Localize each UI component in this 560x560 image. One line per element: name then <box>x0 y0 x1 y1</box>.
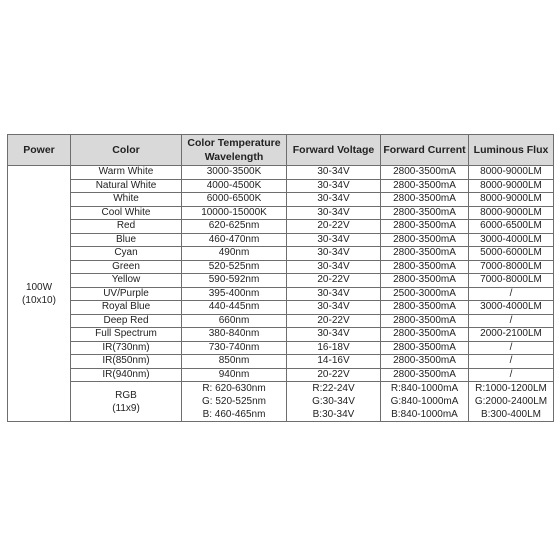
voltage-cell: 30-34V <box>287 166 381 180</box>
flux-cell: 7000-8000LM <box>469 260 554 274</box>
rgb-value-line: G:2000-2400LM <box>474 396 548 407</box>
current-cell: 2800-3500mA <box>381 179 469 193</box>
color-cell: UV/Purple <box>71 287 182 301</box>
temperature-cell: 380-840nm <box>182 328 287 342</box>
rgb-value-line: G:840-1000mA <box>390 396 459 407</box>
voltage-cell: 30-34V <box>287 287 381 301</box>
table-row <box>8 355 554 369</box>
temperature-cell: 620-625nm <box>182 220 287 234</box>
table-row <box>8 206 554 220</box>
flux-cell: 8000-9000LM <box>469 206 554 220</box>
header-color-temperature: Color Temperature Wavelength <box>182 135 287 166</box>
color-cell: Warm White <box>71 166 182 180</box>
table-row <box>8 247 554 261</box>
rgb-color-line: RGB <box>115 389 137 401</box>
flux-cell: / <box>469 368 554 382</box>
flux-cell: 8000-9000LM <box>469 166 554 180</box>
temperature-cell: 730-740nm <box>182 341 287 355</box>
temperature-cell: 490nm <box>182 247 287 261</box>
header-luminous-flux: Luminous Flux <box>469 135 554 166</box>
temperature-cell: 6000-6500K <box>182 193 287 207</box>
current-cell: 2500-3000mA <box>381 287 469 301</box>
flux-cell: 2000-2100LM <box>469 328 554 342</box>
color-cell: IR(940nm) <box>71 368 182 382</box>
voltage-cell: 30-34V <box>287 260 381 274</box>
table-row <box>8 368 554 382</box>
temperature-cell: 440-445nm <box>182 301 287 315</box>
current-cell: 2800-3500mA <box>381 233 469 247</box>
voltage-cell: 20-22V <box>287 368 381 382</box>
current-cell: 2800-3500mA <box>381 274 469 288</box>
color-cell: Green <box>71 260 182 274</box>
header-power: Power <box>8 135 71 166</box>
voltage-cell: 30-34V <box>287 206 381 220</box>
table-row <box>8 233 554 247</box>
current-cell: 2800-3500mA <box>381 314 469 328</box>
temperature-cell: 590-592nm <box>182 274 287 288</box>
current-cell: 2800-3500mA <box>381 341 469 355</box>
header-forward-voltage: Forward Voltage <box>287 135 381 166</box>
table-row-rgb <box>8 382 554 422</box>
current-cell: 2800-3500mA <box>381 206 469 220</box>
voltage-cell: 20-22V <box>287 314 381 328</box>
color-cell: Yellow <box>71 274 182 288</box>
header-color: Color <box>71 135 182 166</box>
table-row <box>8 314 554 328</box>
current-cell: 2800-3500mA <box>381 260 469 274</box>
color-cell: Blue <box>71 233 182 247</box>
flux-cell: / <box>469 341 554 355</box>
led-spec-table <box>7 134 554 422</box>
temperature-cell: 4000-4500K <box>182 179 287 193</box>
current-cell: 2800-3500mA <box>381 328 469 342</box>
color-cell: Cyan <box>71 247 182 261</box>
color-cell: Red <box>71 220 182 234</box>
color-cell: White <box>71 193 182 207</box>
rgb-value-line: R:22-24V <box>312 383 355 394</box>
voltage-cell: 30-34V <box>287 328 381 342</box>
power-chip-layout: (10x10) <box>22 294 56 306</box>
temperature-cell: 660nm <box>182 314 287 328</box>
table-row <box>8 328 554 342</box>
table-row <box>8 179 554 193</box>
table-row <box>8 287 554 301</box>
table-row <box>8 193 554 207</box>
table-row <box>8 260 554 274</box>
table-row <box>8 274 554 288</box>
rgb-color-line: (11x9) <box>112 402 140 414</box>
table-row <box>8 220 554 234</box>
color-cell: Natural White <box>71 179 182 193</box>
flux-cell <box>469 382 554 422</box>
flux-cell: 7000-8000LM <box>469 274 554 288</box>
temperature-cell: 940nm <box>182 368 287 382</box>
voltage-cell: 30-34V <box>287 301 381 315</box>
flux-cell: 8000-9000LM <box>469 179 554 193</box>
current-cell: 2800-3500mA <box>381 301 469 315</box>
power-value: 100W <box>25 281 53 293</box>
current-cell: 2800-3500mA <box>381 193 469 207</box>
voltage-cell <box>287 382 381 422</box>
voltage-cell: 16-18V <box>287 341 381 355</box>
flux-cell: 3000-4000LM <box>469 233 554 247</box>
color-cell: Deep Red <box>71 314 182 328</box>
header-forward-current: Forward Current <box>381 135 469 166</box>
rgb-value-line: R:840-1000mA <box>390 383 459 394</box>
flux-cell: 8000-9000LM <box>469 193 554 207</box>
voltage-cell: 14-16V <box>287 355 381 369</box>
voltage-cell: 30-34V <box>287 179 381 193</box>
temperature-cell: 395-400nm <box>182 287 287 301</box>
table-row <box>8 341 554 355</box>
color-cell: Cool White <box>71 206 182 220</box>
temperature-cell: 3000-3500K <box>182 166 287 180</box>
current-cell: 2800-3500mA <box>381 220 469 234</box>
temperature-cell: 460-470nm <box>182 233 287 247</box>
current-cell <box>381 382 469 422</box>
temperature-cell: 850nm <box>182 355 287 369</box>
current-cell: 2800-3500mA <box>381 355 469 369</box>
temperature-cell: 520-525nm <box>182 260 287 274</box>
color-cell <box>71 382 182 422</box>
rgb-value-line: B:300-400LM <box>480 409 542 420</box>
color-cell: IR(850nm) <box>71 355 182 369</box>
temperature-cell: 10000-15000K <box>182 206 287 220</box>
flux-cell: / <box>469 355 554 369</box>
current-cell: 2800-3500mA <box>381 368 469 382</box>
voltage-cell: 30-34V <box>287 247 381 261</box>
power-cell <box>8 166 71 422</box>
rgb-value-line: B:840-1000mA <box>391 409 458 420</box>
header-row <box>8 135 554 166</box>
current-cell: 2800-3500mA <box>381 166 469 180</box>
rgb-value-line: G: 520-525nm <box>202 396 266 407</box>
color-cell: Full Spectrum <box>71 328 182 342</box>
voltage-cell: 20-22V <box>287 220 381 234</box>
current-cell: 2800-3500mA <box>381 247 469 261</box>
flux-cell: 3000-4000LM <box>469 301 554 315</box>
table-row <box>8 166 554 180</box>
voltage-cell: 30-34V <box>287 233 381 247</box>
rgb-value-line: R: 620-630nm <box>202 383 266 394</box>
rgb-value-line: B: 460-465nm <box>202 409 266 420</box>
rgb-value-line: R:1000-1200LM <box>475 383 547 394</box>
flux-cell: 6000-6500LM <box>469 220 554 234</box>
flux-cell: 5000-6000LM <box>469 247 554 261</box>
color-cell: IR(730nm) <box>71 341 182 355</box>
voltage-cell: 30-34V <box>287 193 381 207</box>
table-row <box>8 301 554 315</box>
rgb-value-line: G:30-34V <box>312 396 355 407</box>
color-cell: Royal Blue <box>71 301 182 315</box>
voltage-cell: 20-22V <box>287 274 381 288</box>
flux-cell: / <box>469 287 554 301</box>
temperature-cell <box>182 382 287 422</box>
flux-cell: / <box>469 314 554 328</box>
rgb-value-line: B:30-34V <box>312 409 355 420</box>
